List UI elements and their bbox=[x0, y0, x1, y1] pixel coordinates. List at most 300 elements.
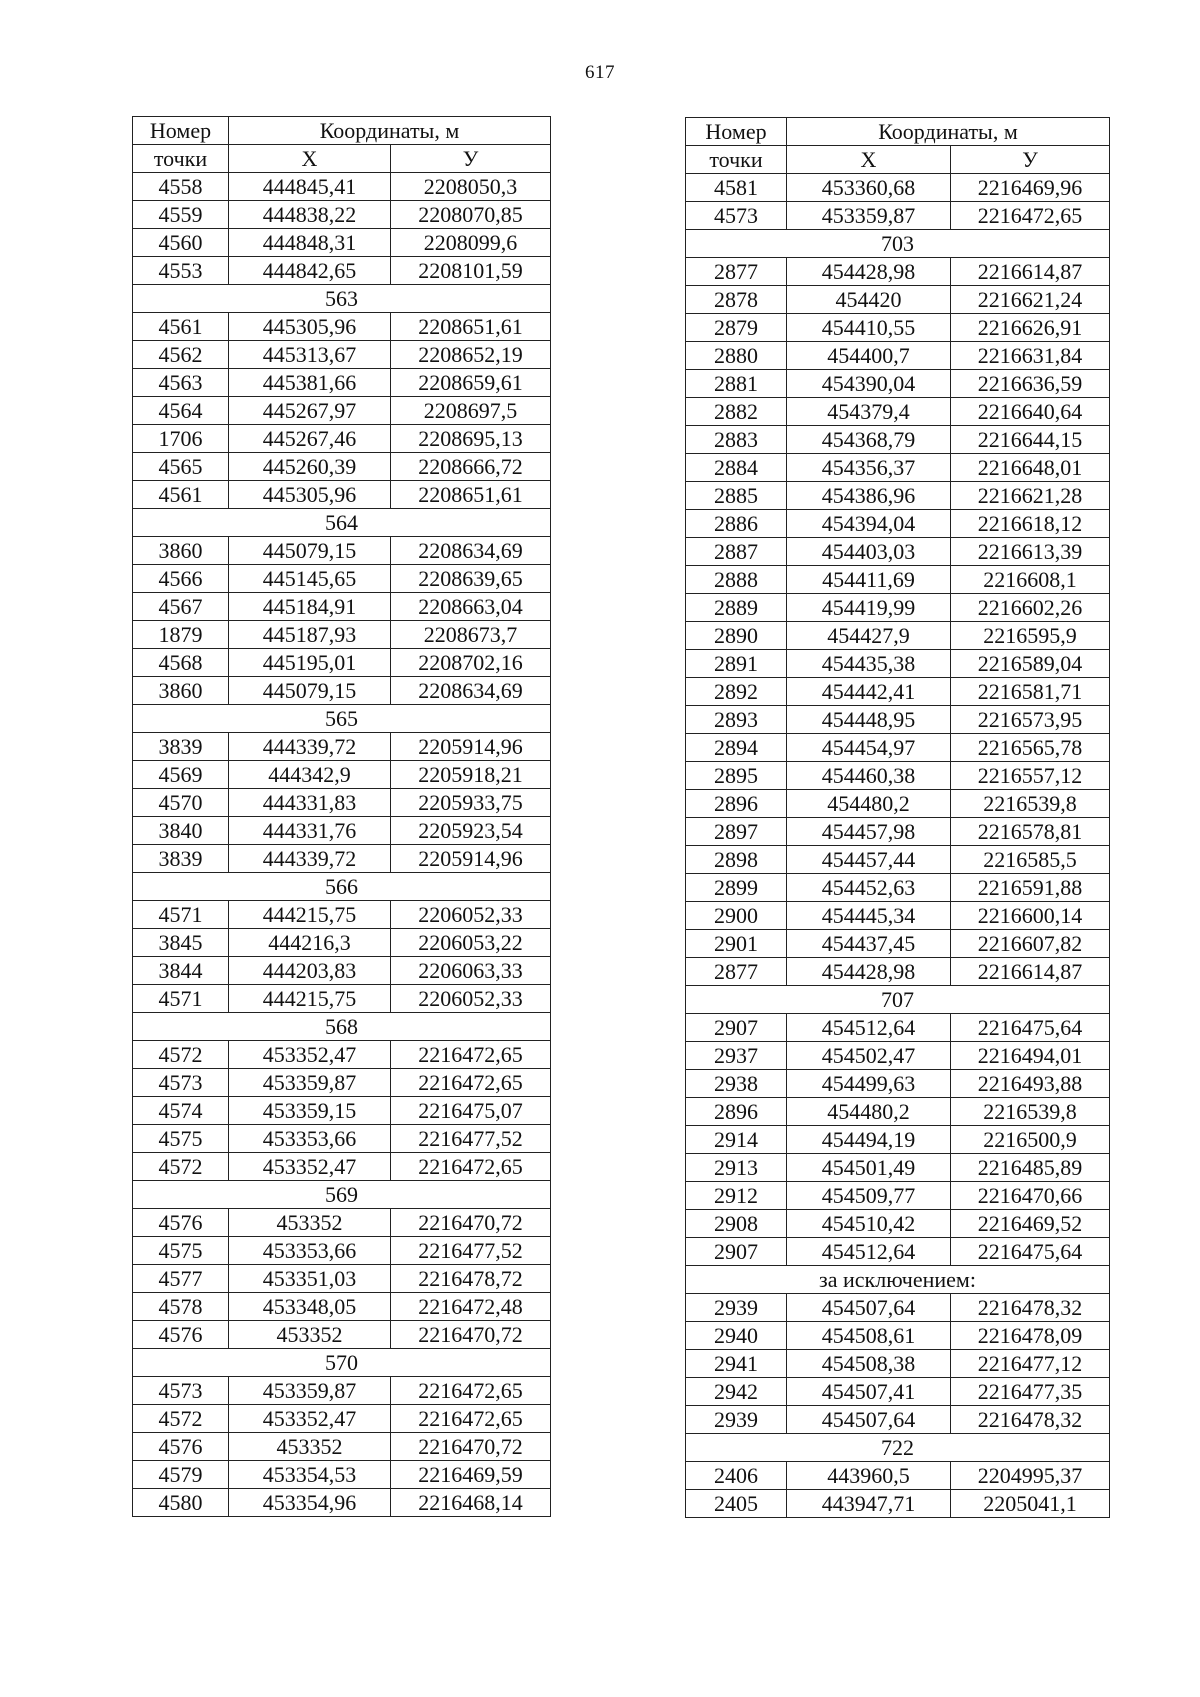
table-row bbox=[133, 565, 551, 593]
y-header: У bbox=[391, 145, 551, 173]
table-row bbox=[133, 1041, 551, 1069]
table-row bbox=[686, 1154, 1110, 1182]
y-coordinate-cell: 2216613,39 bbox=[951, 538, 1110, 566]
table-row bbox=[686, 1238, 1110, 1266]
y-coordinate-cell: 2216648,01 bbox=[951, 454, 1110, 482]
x-coordinate-cell: 454356,37 bbox=[787, 454, 951, 482]
y-coordinate-cell: 2216468,14 bbox=[391, 1489, 551, 1517]
table-row bbox=[133, 369, 551, 397]
y-coordinate-cell: 2205918,21 bbox=[391, 761, 551, 789]
table-row bbox=[686, 594, 1110, 622]
point-number-cell: 4573 bbox=[133, 1377, 229, 1405]
y-coordinate-cell: 2216644,15 bbox=[951, 426, 1110, 454]
table-row bbox=[686, 790, 1110, 818]
y-coordinate-cell: 2216470,72 bbox=[391, 1321, 551, 1349]
point-number-cell: 4553 bbox=[133, 257, 229, 285]
point-number-cell: 4578 bbox=[133, 1293, 229, 1321]
section-row bbox=[686, 1266, 1110, 1294]
point-number-cell: 4573 bbox=[133, 1069, 229, 1097]
point-number-cell: 2908 bbox=[686, 1210, 787, 1238]
point-number-cell: 4572 bbox=[133, 1041, 229, 1069]
point-number-cell: 2405 bbox=[686, 1490, 787, 1518]
point-number-cell: 4575 bbox=[133, 1237, 229, 1265]
table-row bbox=[686, 538, 1110, 566]
y-header: У bbox=[951, 146, 1110, 174]
x-coordinate-cell: 453359,15 bbox=[229, 1097, 391, 1125]
point-number-cell: 2882 bbox=[686, 398, 787, 426]
x-coordinate-cell: 453359,87 bbox=[229, 1377, 391, 1405]
point-number-cell: 4572 bbox=[133, 1153, 229, 1181]
table-row bbox=[686, 622, 1110, 650]
point-number-cell: 4564 bbox=[133, 397, 229, 425]
table-row bbox=[686, 1182, 1110, 1210]
point-number-cell: 4576 bbox=[133, 1209, 229, 1237]
y-coordinate-cell: 2206052,33 bbox=[391, 985, 551, 1013]
point-number-cell: 2942 bbox=[686, 1378, 787, 1406]
point-number-cell: 4561 bbox=[133, 313, 229, 341]
y-coordinate-cell: 2216472,65 bbox=[391, 1405, 551, 1433]
table-row bbox=[133, 453, 551, 481]
y-coordinate-cell: 2216573,95 bbox=[951, 706, 1110, 734]
point-number-cell: 2878 bbox=[686, 286, 787, 314]
point-number-cell: 2898 bbox=[686, 846, 787, 874]
x-coordinate-cell: 445145,65 bbox=[229, 565, 391, 593]
point-number-cell: 2937 bbox=[686, 1042, 787, 1070]
table-row bbox=[133, 537, 551, 565]
point-number-cell: 3845 bbox=[133, 929, 229, 957]
point-number-cell: 1706 bbox=[133, 425, 229, 453]
table-row bbox=[133, 985, 551, 1013]
point-number-cell: 2941 bbox=[686, 1350, 787, 1378]
y-coordinate-cell: 2205914,96 bbox=[391, 845, 551, 873]
x-coordinate-cell: 454480,2 bbox=[787, 790, 951, 818]
y-coordinate-cell: 2208099,6 bbox=[391, 229, 551, 257]
table-row bbox=[133, 1377, 551, 1405]
coordinates-table-left bbox=[132, 116, 551, 1517]
section-label: 703 bbox=[686, 230, 1110, 258]
x-coordinate-cell: 453351,03 bbox=[229, 1265, 391, 1293]
point-number-cell: 2888 bbox=[686, 566, 787, 594]
table-row bbox=[686, 510, 1110, 538]
y-coordinate-cell: 2216500,9 bbox=[951, 1126, 1110, 1154]
x-coordinate-cell: 454442,41 bbox=[787, 678, 951, 706]
y-coordinate-cell: 2216621,28 bbox=[951, 482, 1110, 510]
point-number-cell: 4569 bbox=[133, 761, 229, 789]
point-number-cell: 2940 bbox=[686, 1322, 787, 1350]
x-header: X bbox=[787, 146, 951, 174]
point-number-header: Номер bbox=[133, 117, 229, 145]
x-coordinate-cell: 454507,64 bbox=[787, 1294, 951, 1322]
point-number-cell: 4558 bbox=[133, 173, 229, 201]
y-coordinate-cell: 2208666,72 bbox=[391, 453, 551, 481]
point-number-cell: 4575 bbox=[133, 1125, 229, 1153]
table-row bbox=[133, 1265, 551, 1293]
section-row bbox=[133, 285, 551, 313]
table-row bbox=[133, 1405, 551, 1433]
x-coordinate-cell: 453348,05 bbox=[229, 1293, 391, 1321]
section-label: 564 bbox=[133, 509, 551, 537]
table-row bbox=[133, 817, 551, 845]
point-number-cell: 2892 bbox=[686, 678, 787, 706]
x-coordinate-cell: 445260,39 bbox=[229, 453, 391, 481]
x-coordinate-cell: 454494,19 bbox=[787, 1126, 951, 1154]
y-coordinate-cell: 2205933,75 bbox=[391, 789, 551, 817]
y-coordinate-cell: 2206052,33 bbox=[391, 901, 551, 929]
table-row bbox=[686, 1294, 1110, 1322]
table-row bbox=[686, 566, 1110, 594]
x-coordinate-cell: 453360,68 bbox=[787, 174, 951, 202]
point-number-cell: 2406 bbox=[686, 1462, 787, 1490]
table-row bbox=[686, 1014, 1110, 1042]
point-number-cell: 2883 bbox=[686, 426, 787, 454]
x-coordinate-cell: 454445,34 bbox=[787, 902, 951, 930]
y-coordinate-cell: 2216602,26 bbox=[951, 594, 1110, 622]
x-coordinate-cell: 453359,87 bbox=[787, 202, 951, 230]
table-row bbox=[133, 1433, 551, 1461]
y-coordinate-cell: 2216477,35 bbox=[951, 1378, 1110, 1406]
x-coordinate-cell: 453353,66 bbox=[229, 1125, 391, 1153]
x-coordinate-cell: 445381,66 bbox=[229, 369, 391, 397]
x-coordinate-cell: 454507,64 bbox=[787, 1406, 951, 1434]
y-coordinate-cell: 2216485,89 bbox=[951, 1154, 1110, 1182]
y-coordinate-cell: 2205914,96 bbox=[391, 733, 551, 761]
y-coordinate-cell: 2216472,65 bbox=[391, 1153, 551, 1181]
section-label: 569 bbox=[133, 1181, 551, 1209]
point-number-cell: 2891 bbox=[686, 650, 787, 678]
x-coordinate-cell: 454390,04 bbox=[787, 370, 951, 398]
point-number-cell: 3839 bbox=[133, 733, 229, 761]
table-row bbox=[133, 425, 551, 453]
x-coordinate-cell: 454452,63 bbox=[787, 874, 951, 902]
point-number-cell: 2879 bbox=[686, 314, 787, 342]
x-coordinate-cell: 453352,47 bbox=[229, 1405, 391, 1433]
section-row bbox=[686, 986, 1110, 1014]
table-row bbox=[686, 342, 1110, 370]
y-coordinate-cell: 2216472,65 bbox=[391, 1377, 551, 1405]
table-row bbox=[133, 201, 551, 229]
table-row bbox=[133, 341, 551, 369]
table-row bbox=[133, 1489, 551, 1517]
table-row bbox=[133, 901, 551, 929]
y-coordinate-cell: 2216557,12 bbox=[951, 762, 1110, 790]
point-number-cell: 4559 bbox=[133, 201, 229, 229]
point-number-cell: 4560 bbox=[133, 229, 229, 257]
section-row bbox=[133, 509, 551, 537]
section-row bbox=[133, 1181, 551, 1209]
x-coordinate-cell: 453359,87 bbox=[229, 1069, 391, 1097]
x-coordinate-cell: 454509,77 bbox=[787, 1182, 951, 1210]
x-coordinate-cell: 445079,15 bbox=[229, 677, 391, 705]
x-coordinate-cell: 454507,41 bbox=[787, 1378, 951, 1406]
x-coordinate-cell: 444339,72 bbox=[229, 733, 391, 761]
point-number-cell: 2907 bbox=[686, 1238, 787, 1266]
y-coordinate-cell: 2208652,19 bbox=[391, 341, 551, 369]
x-coordinate-cell: 444339,72 bbox=[229, 845, 391, 873]
table-subheader-row bbox=[133, 145, 551, 173]
x-coordinate-cell: 444216,3 bbox=[229, 929, 391, 957]
y-coordinate-cell: 2216621,24 bbox=[951, 286, 1110, 314]
y-coordinate-cell: 2208639,65 bbox=[391, 565, 551, 593]
point-number-cell: 4568 bbox=[133, 649, 229, 677]
x-coordinate-cell: 445305,96 bbox=[229, 481, 391, 509]
section-label: 565 bbox=[133, 705, 551, 733]
x-coordinate-cell: 454502,47 bbox=[787, 1042, 951, 1070]
point-number-cell: 4561 bbox=[133, 481, 229, 509]
x-coordinate-cell: 454437,45 bbox=[787, 930, 951, 958]
point-number-cell: 4570 bbox=[133, 789, 229, 817]
table-row bbox=[686, 370, 1110, 398]
table-row bbox=[686, 1042, 1110, 1070]
point-number-cell: 4565 bbox=[133, 453, 229, 481]
section-label: 707 bbox=[686, 986, 1110, 1014]
y-coordinate-cell: 2216493,88 bbox=[951, 1070, 1110, 1098]
y-coordinate-cell: 2208050,3 bbox=[391, 173, 551, 201]
y-coordinate-cell: 2216539,8 bbox=[951, 790, 1110, 818]
point-number-cell: 2939 bbox=[686, 1294, 787, 1322]
table-row bbox=[686, 1490, 1110, 1518]
table-row bbox=[686, 286, 1110, 314]
x-coordinate-cell: 445184,91 bbox=[229, 593, 391, 621]
table-row bbox=[133, 649, 551, 677]
point-number-cell: 3844 bbox=[133, 957, 229, 985]
table-row bbox=[686, 734, 1110, 762]
point-number-cell: 2907 bbox=[686, 1014, 787, 1042]
table-row bbox=[686, 1322, 1110, 1350]
table-row bbox=[686, 1378, 1110, 1406]
point-number-cell: 2877 bbox=[686, 258, 787, 286]
y-coordinate-cell: 2216478,32 bbox=[951, 1406, 1110, 1434]
x-coordinate-cell: 454512,64 bbox=[787, 1014, 951, 1042]
x-coordinate-cell: 454457,44 bbox=[787, 846, 951, 874]
x-coordinate-cell: 445267,97 bbox=[229, 397, 391, 425]
y-coordinate-cell: 2216478,72 bbox=[391, 1265, 551, 1293]
x-coordinate-cell: 454411,69 bbox=[787, 566, 951, 594]
table-row bbox=[686, 650, 1110, 678]
section-label: 568 bbox=[133, 1013, 551, 1041]
point-number-cell: 2893 bbox=[686, 706, 787, 734]
table-row bbox=[133, 313, 551, 341]
x-coordinate-cell: 454394,04 bbox=[787, 510, 951, 538]
point-number-cell: 4576 bbox=[133, 1433, 229, 1461]
y-coordinate-cell: 2204995,37 bbox=[951, 1462, 1110, 1490]
x-coordinate-cell: 454508,38 bbox=[787, 1350, 951, 1378]
section-row bbox=[686, 1434, 1110, 1462]
x-coordinate-cell: 453353,66 bbox=[229, 1237, 391, 1265]
point-number-cell: 4581 bbox=[686, 174, 787, 202]
y-coordinate-cell: 2208651,61 bbox=[391, 481, 551, 509]
x-coordinate-cell: 454428,98 bbox=[787, 258, 951, 286]
x-header: X bbox=[229, 145, 391, 173]
y-coordinate-cell: 2216494,01 bbox=[951, 1042, 1110, 1070]
y-coordinate-cell: 2216472,65 bbox=[391, 1069, 551, 1097]
table-row bbox=[686, 846, 1110, 874]
table-row bbox=[686, 1406, 1110, 1434]
y-coordinate-cell: 2208663,04 bbox=[391, 593, 551, 621]
point-number-cell: 4567 bbox=[133, 593, 229, 621]
table-row bbox=[686, 1462, 1110, 1490]
x-coordinate-cell: 454386,96 bbox=[787, 482, 951, 510]
y-coordinate-cell: 2216618,12 bbox=[951, 510, 1110, 538]
table-row bbox=[133, 957, 551, 985]
y-coordinate-cell: 2216636,59 bbox=[951, 370, 1110, 398]
x-coordinate-cell: 454400,7 bbox=[787, 342, 951, 370]
x-coordinate-cell: 444342,9 bbox=[229, 761, 391, 789]
coordinates-table-right bbox=[685, 117, 1110, 1518]
table-row bbox=[133, 1461, 551, 1489]
x-coordinate-cell: 444215,75 bbox=[229, 901, 391, 929]
coordinates-header: Координаты, м bbox=[229, 117, 551, 145]
x-coordinate-cell: 454428,98 bbox=[787, 958, 951, 986]
y-coordinate-cell: 2216472,48 bbox=[391, 1293, 551, 1321]
table-row bbox=[686, 678, 1110, 706]
table-row bbox=[686, 202, 1110, 230]
point-number-cell: 2889 bbox=[686, 594, 787, 622]
y-coordinate-cell: 2216475,64 bbox=[951, 1014, 1110, 1042]
y-coordinate-cell: 2216591,88 bbox=[951, 874, 1110, 902]
point-number-cell: 2877 bbox=[686, 958, 787, 986]
x-coordinate-cell: 454368,79 bbox=[787, 426, 951, 454]
y-coordinate-cell: 2216478,09 bbox=[951, 1322, 1110, 1350]
table-subheader-row bbox=[686, 146, 1110, 174]
point-number-cell: 2894 bbox=[686, 734, 787, 762]
x-coordinate-cell: 454410,55 bbox=[787, 314, 951, 342]
point-number-cell: 4572 bbox=[133, 1405, 229, 1433]
table-row bbox=[133, 621, 551, 649]
table-row bbox=[133, 173, 551, 201]
y-coordinate-cell: 2216595,9 bbox=[951, 622, 1110, 650]
x-coordinate-cell: 453352 bbox=[229, 1321, 391, 1349]
section-row bbox=[133, 705, 551, 733]
point-number-cell: 2890 bbox=[686, 622, 787, 650]
point-number-cell: 2913 bbox=[686, 1154, 787, 1182]
y-coordinate-cell: 2216475,64 bbox=[951, 1238, 1110, 1266]
x-coordinate-cell: 444215,75 bbox=[229, 985, 391, 1013]
y-coordinate-cell: 2216640,64 bbox=[951, 398, 1110, 426]
point-number-cell: 2886 bbox=[686, 510, 787, 538]
y-coordinate-cell: 2216614,87 bbox=[951, 258, 1110, 286]
y-coordinate-cell: 2216585,5 bbox=[951, 846, 1110, 874]
table-header-row bbox=[133, 117, 551, 145]
y-coordinate-cell: 2216469,59 bbox=[391, 1461, 551, 1489]
table-row bbox=[686, 174, 1110, 202]
table-row bbox=[686, 818, 1110, 846]
y-coordinate-cell: 2206063,33 bbox=[391, 957, 551, 985]
table-row bbox=[133, 845, 551, 873]
point-number-cell: 3860 bbox=[133, 537, 229, 565]
x-coordinate-cell: 444845,41 bbox=[229, 173, 391, 201]
point-number-cell: 2901 bbox=[686, 930, 787, 958]
point-number-cell: 3840 bbox=[133, 817, 229, 845]
x-coordinate-cell: 454501,49 bbox=[787, 1154, 951, 1182]
x-coordinate-cell: 444203,83 bbox=[229, 957, 391, 985]
x-coordinate-cell: 454457,98 bbox=[787, 818, 951, 846]
y-coordinate-cell: 2216581,71 bbox=[951, 678, 1110, 706]
y-coordinate-cell: 2216578,81 bbox=[951, 818, 1110, 846]
x-coordinate-cell: 443947,71 bbox=[787, 1490, 951, 1518]
section-row bbox=[133, 1013, 551, 1041]
x-coordinate-cell: 453354,53 bbox=[229, 1461, 391, 1489]
table-row bbox=[133, 677, 551, 705]
x-coordinate-cell: 453354,96 bbox=[229, 1489, 391, 1517]
point-number-cell: 4571 bbox=[133, 901, 229, 929]
y-coordinate-cell: 2205923,54 bbox=[391, 817, 551, 845]
x-coordinate-cell: 453352 bbox=[229, 1209, 391, 1237]
x-coordinate-cell: 445305,96 bbox=[229, 313, 391, 341]
table-row bbox=[133, 761, 551, 789]
table-row bbox=[686, 706, 1110, 734]
x-coordinate-cell: 445267,46 bbox=[229, 425, 391, 453]
x-coordinate-cell: 445079,15 bbox=[229, 537, 391, 565]
y-coordinate-cell: 2208651,61 bbox=[391, 313, 551, 341]
x-coordinate-cell: 444842,65 bbox=[229, 257, 391, 285]
y-coordinate-cell: 2216470,72 bbox=[391, 1433, 551, 1461]
y-coordinate-cell: 2216478,32 bbox=[951, 1294, 1110, 1322]
point-number-cell: 2912 bbox=[686, 1182, 787, 1210]
point-number-cell: 3839 bbox=[133, 845, 229, 873]
section-row bbox=[686, 230, 1110, 258]
point-number-header: Номер bbox=[686, 118, 787, 146]
table-row bbox=[133, 1097, 551, 1125]
table-row bbox=[686, 958, 1110, 986]
x-coordinate-cell: 454480,2 bbox=[787, 1098, 951, 1126]
table-row bbox=[133, 1321, 551, 1349]
table-row bbox=[133, 733, 551, 761]
table-row bbox=[686, 426, 1110, 454]
point-number-cell: 4579 bbox=[133, 1461, 229, 1489]
x-coordinate-cell: 454435,38 bbox=[787, 650, 951, 678]
y-coordinate-cell: 2216475,07 bbox=[391, 1097, 551, 1125]
table-row bbox=[133, 1125, 551, 1153]
y-coordinate-cell: 2208634,69 bbox=[391, 677, 551, 705]
page-number: 617 bbox=[585, 62, 615, 83]
x-coordinate-cell: 444331,76 bbox=[229, 817, 391, 845]
x-coordinate-cell: 454512,64 bbox=[787, 1238, 951, 1266]
table-row bbox=[133, 1293, 551, 1321]
section-label: 563 bbox=[133, 285, 551, 313]
point-number-cell: 2899 bbox=[686, 874, 787, 902]
table-row bbox=[133, 593, 551, 621]
table-row bbox=[133, 789, 551, 817]
point-number-cell: 4566 bbox=[133, 565, 229, 593]
table-row bbox=[686, 1350, 1110, 1378]
point-number-cell: 4562 bbox=[133, 341, 229, 369]
y-coordinate-cell: 2208697,5 bbox=[391, 397, 551, 425]
x-coordinate-cell: 454420 bbox=[787, 286, 951, 314]
y-coordinate-cell: 2205041,1 bbox=[951, 1490, 1110, 1518]
x-coordinate-cell: 454499,63 bbox=[787, 1070, 951, 1098]
point-number-cell: 4574 bbox=[133, 1097, 229, 1125]
point-number-cell: 2896 bbox=[686, 790, 787, 818]
x-coordinate-cell: 445187,93 bbox=[229, 621, 391, 649]
y-coordinate-cell: 2216472,65 bbox=[391, 1041, 551, 1069]
point-number-cell: 2914 bbox=[686, 1126, 787, 1154]
section-row bbox=[133, 1349, 551, 1377]
y-coordinate-cell: 2208702,16 bbox=[391, 649, 551, 677]
table-row bbox=[686, 398, 1110, 426]
x-coordinate-cell: 454403,03 bbox=[787, 538, 951, 566]
y-coordinate-cell: 2216470,72 bbox=[391, 1209, 551, 1237]
y-coordinate-cell: 2216539,8 bbox=[951, 1098, 1110, 1126]
x-coordinate-cell: 445313,67 bbox=[229, 341, 391, 369]
table-row bbox=[686, 1126, 1110, 1154]
table-row bbox=[133, 929, 551, 957]
point-number-cell: 4571 bbox=[133, 985, 229, 1013]
x-coordinate-cell: 454508,61 bbox=[787, 1322, 951, 1350]
x-coordinate-cell: 445195,01 bbox=[229, 649, 391, 677]
y-coordinate-cell: 2216477,52 bbox=[391, 1125, 551, 1153]
point-number-cell: 4577 bbox=[133, 1265, 229, 1293]
y-coordinate-cell: 2216608,1 bbox=[951, 566, 1110, 594]
